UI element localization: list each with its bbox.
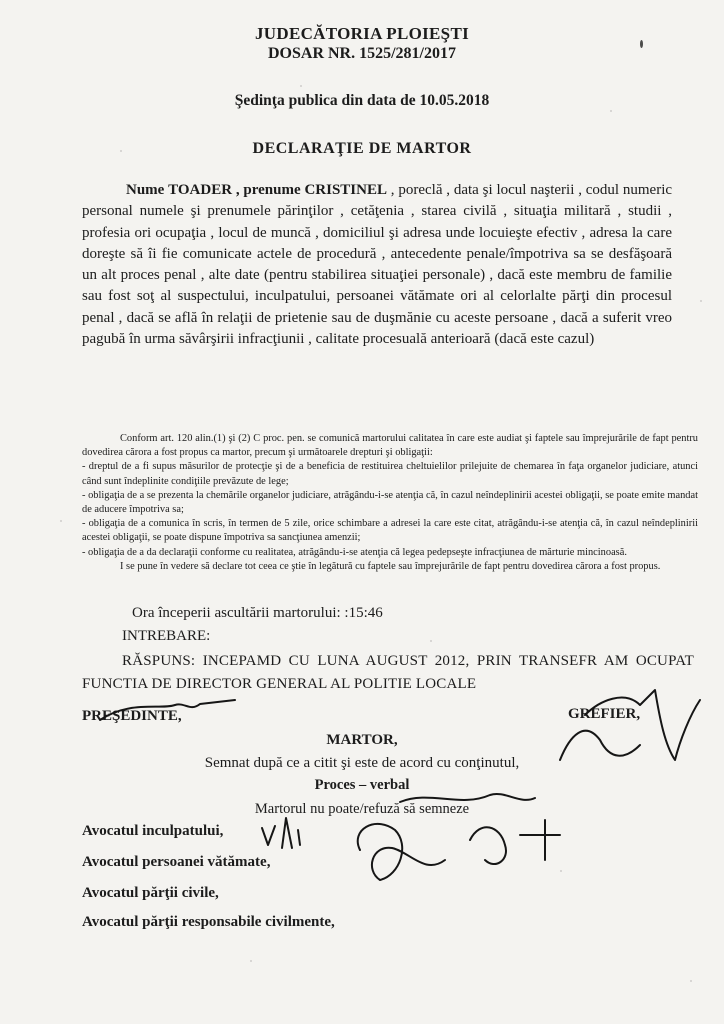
lawyer-civil-party-label: Avocatul părţii civile,: [82, 885, 219, 901]
legal-intro: Conform art. 120 alin.(1) şi (2) C proc. pen. se comunică martorului calitatea în care este audiat şi faptele sau împrejurările de fapt pentru dovedirea cărora a fost propus ca martor, precum şi următoarele drepturi şi obligaţii:: [82, 433, 698, 459]
refusal-note: Martorul nu poate/refuză să semneze: [254, 801, 470, 817]
session-date: Şedinţa publica din data de 10.05.2018: [234, 92, 490, 109]
legal-item: - obligaţia de a se prezenta la chemările organelor judiciare, atrăgându-i-se atenţia că, în cazul neîndeplinirii acestei obligaţii, se poate emite mandat de aducere împotriva sa;: [82, 489, 698, 516]
file-number: DOSAR NR. 1525/281/2017: [267, 45, 456, 62]
clerk-signature: [560, 690, 700, 760]
legal-item: - obligaţia de a comunica în scris, în termen de 5 zile, orice schimbare a adresei la care este citat, atrăgându-i-se atenţia că, în cazul neîndeplinirii acestei obligaţii, se poate dispune împotriva sa sancţiunea amenzii;: [82, 518, 698, 544]
report-label: Proces – verbal: [314, 777, 410, 793]
legal-item: - dreptul de a fi supus măsurilor de protecţie şi de a beneficia de restituirea cheltuielilor prilejuite de chemarea în faţa organelor judiciare, atunci când sunt îndeplinite condiţiile prevăzute de lege;: [82, 461, 698, 487]
name-label: Nume: [126, 182, 165, 198]
lawyer-defendant-label: Avocatul inculpatului,: [82, 823, 224, 839]
question-label: INTREBARE:: [122, 628, 211, 644]
legal-closing: I se pune în vedere să declare tot ceea ce ştie în legătură cu faptele sau împrejurările de fapt pentru dovedirea cărora a fost propus.: [120, 560, 661, 572]
president-label: PREŞEDINTE,: [82, 708, 182, 724]
answer-text: RĂSPUNS: INCEPAMD CU LUNA AUGUST 2012, PRIN TRANSEFR AM OCUPAT FUNCTIA DE DIRECTOR GENERAL AL POLITIE LOCALE: [82, 653, 694, 692]
clerk-label: GREFIER,: [568, 706, 641, 722]
name-value: TOADER: [168, 182, 233, 198]
hearing-start-time: Ora începerii ascultării martorului: :15:46: [132, 605, 383, 621]
signed-note: Semnat după ce a citit şi este de acord cu conţinutul,: [204, 755, 520, 771]
first-name-label: , prenume: [235, 182, 301, 198]
president-signature: [100, 700, 235, 720]
legal-item: - obligaţia de a da declaraţii conforme cu realitatea, atrăgându-i-se atenţia că legea pedepseşte infracţiunea de mărturie mincinoasă.: [82, 546, 627, 558]
lawyer-civil-liable-label: Avocatul părţii responsabile civilmente,: [82, 914, 335, 930]
identity-fields-text: , poreclă , data şi locul naşterii , codul numeric personal numele şi prenumele părinţilor , cetăţenia , starea civilă , situaţia militară , studii , profesia ori ocupaţia , locul de muncă , domiciliul şi adresa unde locuieşte efectiv , adresa la care doreşte să îi fie comunicate actele de procedură , antecedente penale/împotriva sa se desfăşoară un alt proces penal , alte date (pentru stabilirea situaţiei personale) , dacă este membru de familie sau fost soţ al suspectului, inculpatului, persoanei vătămate ori al celorlalte părţi din procesul penal , dacă se află în relaţii de prietenie sau de duşmănie cu aceste persoane , dacă a suferit vreo pagubă în urma săvârşirii infracţiunii , calitate procesuală anterioară (dacă este cazul): [82, 182, 673, 348]
witness-signature: [358, 820, 560, 880]
court-name: JUDECĂTORIA PLOIEŞTI: [255, 24, 469, 43]
defendant-lawyer-initials: [262, 818, 300, 848]
witness-label: MARTOR,: [326, 732, 398, 748]
document-title: DECLARAŢIE DE MARTOR: [252, 140, 472, 157]
lawyer-victim-label: Avocatul persoanei vătămate,: [82, 854, 271, 870]
first-name-value: CRISTINEL: [304, 182, 387, 198]
refusal-scribble: [400, 794, 535, 802]
